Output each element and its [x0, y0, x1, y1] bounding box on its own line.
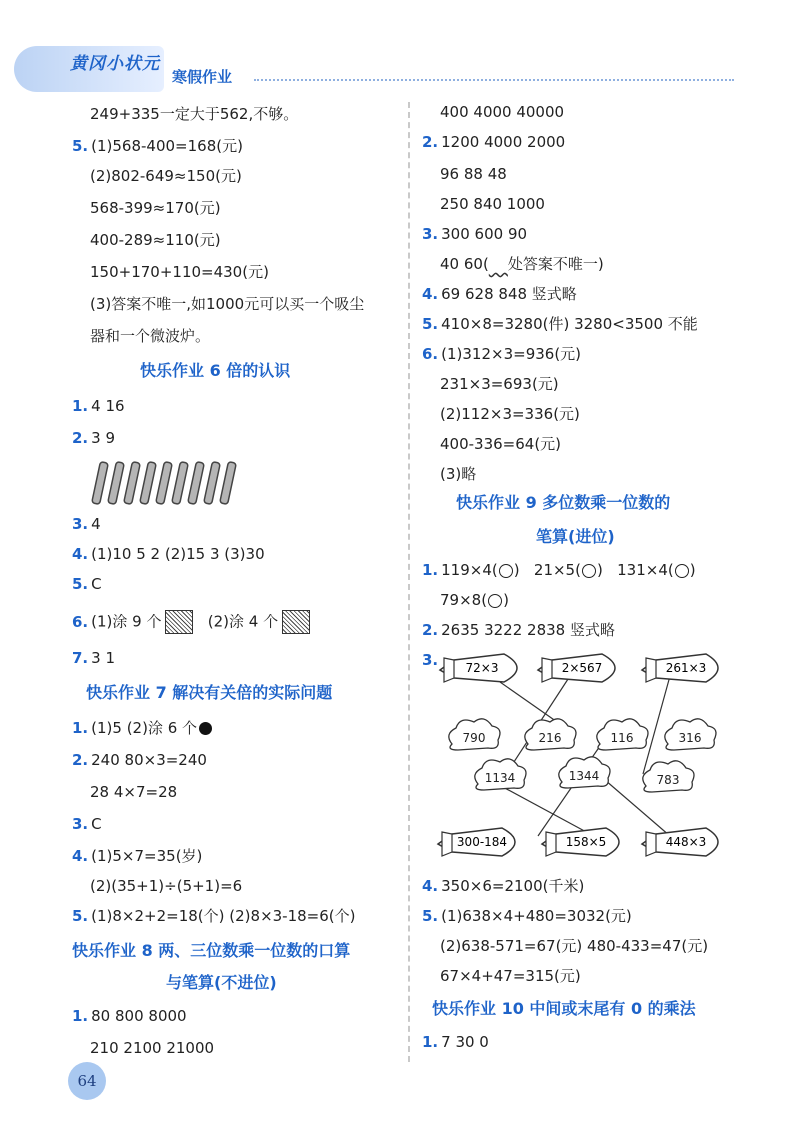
answer-line: 400-289≈110(元)	[90, 231, 221, 249]
section-title: 快乐作业 7 解决有关倍的实际问题	[86, 683, 333, 702]
shaded-square-icon	[282, 610, 310, 634]
circle-icon	[488, 594, 502, 608]
section-title: 笔算(进位)	[536, 527, 615, 546]
rocket-158x5	[542, 828, 619, 856]
answer-line: 4. (1)5×7=35(岁)	[72, 847, 203, 865]
answer-line: 250 840 1000	[440, 195, 545, 213]
answer-line: 3.	[422, 651, 439, 669]
rocket-label: 158×5	[565, 835, 607, 849]
answer-line: 28 4×7=28	[90, 783, 178, 801]
wavy-blank	[489, 255, 508, 273]
answer-line: 7. 3 1	[72, 649, 115, 667]
answer-line: 96 88 48	[440, 165, 507, 183]
cloud-label: 216	[538, 731, 562, 745]
answer-line: 249+335一定大于562,不够。	[90, 105, 299, 123]
rocket-261x3	[642, 654, 718, 682]
cloud-label: 1134	[484, 771, 516, 785]
answer-line: 2. 1200 4000 2000	[422, 133, 566, 151]
answer-line: 4. 69 628 848 竖式略	[422, 285, 577, 303]
rocket-label: 261×3	[665, 661, 707, 675]
cloud-216	[525, 719, 576, 750]
answer-line: 3. 4	[72, 515, 101, 533]
answer-line: 568-399≈170(元)	[90, 199, 221, 217]
answer-line: (2)638-571=67(元) 480-433=47(元)	[440, 937, 709, 955]
cloud-1134	[475, 759, 526, 790]
cloud-790	[449, 719, 500, 750]
cloud-316	[665, 719, 716, 750]
answer-line: 2. 2635 3222 2838 竖式略	[422, 621, 615, 639]
rocket-label: 72×3	[465, 661, 499, 675]
black-dot-icon	[199, 722, 212, 735]
answer-line: (2)802-649≈150(元)	[90, 167, 242, 185]
answer-line: 4. 350×6=2100(千米)	[422, 877, 585, 895]
cloud-label: 116	[610, 731, 634, 745]
answer-line: 231×3=693(元)	[440, 375, 559, 393]
circle-icon	[675, 564, 689, 578]
answer-line: 400-336=64(元)	[440, 435, 562, 453]
answer-line: 5. C	[72, 575, 102, 593]
section-title: 快乐作业 9 多位数乘一位数的	[456, 493, 671, 512]
rocket-300-184	[438, 828, 515, 856]
answer-line: 3. 300 600 90	[422, 225, 528, 243]
matching-diagram	[430, 646, 730, 870]
answer-line: (3)答案不唯一,如1000元可以买一个吸尘	[90, 295, 365, 313]
answer-line: 2. 3 9	[72, 429, 115, 447]
match-lines	[490, 676, 670, 836]
answer-line: 6. (1)涂 9 个 (2)涂 4 个	[72, 610, 310, 634]
answer-line: 5. (1)568-400=168(元)	[72, 137, 243, 155]
answer-line: (3)略	[440, 465, 477, 483]
cloud-783	[643, 761, 694, 792]
shaded-square-icon	[165, 610, 193, 634]
answer-line: 3. C	[72, 815, 102, 833]
answer-line: 器和一个微波炉。	[90, 327, 211, 345]
cloud-label: 790	[462, 731, 486, 745]
answer-line: 67×4+47=315(元)	[440, 967, 581, 985]
header-dotted-rule	[254, 79, 734, 81]
answer-line: 40 60( 处答案不唯一)	[440, 255, 604, 273]
answer-line: 6. (1)312×3=936(元)	[422, 345, 582, 363]
page-number: 64	[68, 1062, 106, 1100]
answer-line: 5. 410×8=3280(件) 3280<3500 不能	[422, 315, 698, 333]
answer-line: 1. 4 16	[72, 397, 125, 415]
section-title: 快乐作业 10 中间或末尾有 0 的乘法	[432, 999, 696, 1018]
cloud-label: 316	[678, 731, 702, 745]
answer-line: 4. (1)10 5 2 (2)15 3 (3)30	[72, 545, 265, 563]
page-header	[0, 0, 800, 100]
brand-logo: 黄冈小状元	[70, 54, 160, 74]
answer-line: 1. 119×4( ) 21×5( ) 131×4( )	[422, 561, 696, 579]
answer-line: 400 4000 40000	[440, 103, 565, 121]
answer-line: 5. (1)638×4+480=3032(元)	[422, 907, 632, 925]
rocket-2x567	[538, 654, 615, 682]
answer-line: 2. 240 80×3=240	[72, 751, 207, 769]
section-title: 快乐作业 8 两、三位数乘一位数的口算	[72, 941, 351, 960]
answer-line: 210 2100 21000	[90, 1039, 215, 1057]
column-divider	[408, 102, 410, 1062]
answer-line: 1. (1)5 (2)涂 6 个	[72, 718, 212, 738]
rocket-label: 448×3	[665, 835, 707, 849]
cloud-label: 783	[656, 773, 680, 787]
series-title: 寒假作业	[172, 68, 233, 86]
answer-line: (2)(35+1)÷(5+1)=6	[90, 877, 243, 895]
answer-line: 5. (1)8×2+2=18(个) (2)8×3-18=6(个)	[72, 907, 356, 925]
rocket-448x3	[642, 828, 718, 856]
rocket-label: 300-184	[456, 835, 508, 849]
answer-line: 1. 7 30 0	[422, 1033, 489, 1051]
circle-icon	[499, 564, 513, 578]
cloud-116	[597, 719, 648, 750]
rocket-label: 2×567	[561, 661, 603, 675]
section-title: 快乐作业 6 倍的认识	[140, 361, 291, 380]
cloud-label: 1344	[568, 769, 600, 783]
answer-line: 150+170+110=430(元)	[90, 263, 269, 281]
circle-icon	[582, 564, 596, 578]
cloud-1344	[559, 757, 610, 788]
answer-line: 1. 80 800 8000	[72, 1007, 187, 1025]
rocket-72x3	[440, 654, 517, 682]
sticks-drawing	[88, 458, 240, 508]
answer-line: 79×8( )	[440, 591, 509, 609]
section-title: 与笔算(不进位)	[166, 973, 277, 992]
answer-line: (2)112×3=336(元)	[440, 405, 580, 423]
